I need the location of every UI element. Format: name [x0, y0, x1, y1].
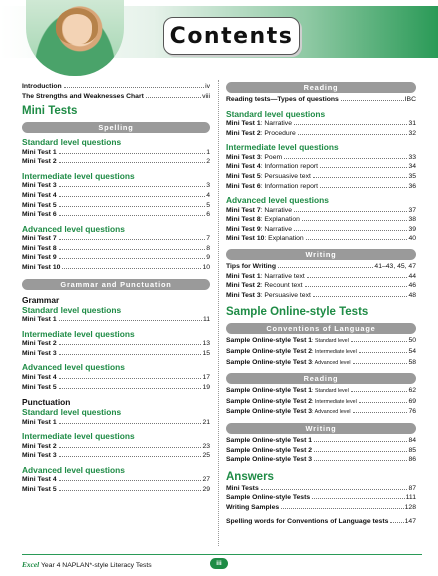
- dot-leader: [59, 206, 206, 207]
- conventions-bar: Conventions of Language: [226, 323, 416, 334]
- entry-label: Mini Test 10: Explanation: [226, 235, 304, 243]
- entry-label: Mini Test 10: [22, 264, 61, 272]
- toc-entry[interactable]: [226, 272, 416, 282]
- toc-entry[interactable]: [226, 336, 416, 347]
- entry-page: 11: [202, 316, 210, 324]
- entry-page: 31: [408, 120, 416, 128]
- spelling-bar: Spelling: [22, 122, 210, 133]
- entry-page: 19: [202, 383, 210, 391]
- entry-page: 69: [408, 397, 416, 405]
- sample-reading-bar: Reading: [226, 373, 416, 384]
- entry-subtitle: : Narrative: [260, 206, 292, 214]
- entry-page: 6: [206, 211, 210, 219]
- dot-leader: [261, 489, 408, 490]
- toc-entry[interactable]: [226, 262, 416, 272]
- entry-label: Mini Test 2: [22, 158, 57, 166]
- entry-label: Mini Test 4: [22, 373, 57, 381]
- toc-entry[interactable]: [226, 397, 416, 408]
- level-heading: Intermediate level questions: [22, 431, 135, 442]
- dot-leader: [306, 239, 408, 240]
- dot-leader: [59, 153, 206, 154]
- dot-leader: [353, 412, 408, 413]
- column-divider: [218, 80, 219, 546]
- entry-page: 7: [206, 235, 210, 243]
- entry-page: IBC: [404, 96, 416, 103]
- punctuation-heading: Punctuation: [22, 397, 71, 408]
- entry-label: Sample Online-style Test 1: Standard level: [226, 387, 349, 395]
- toc-entry[interactable]: [22, 383, 210, 393]
- entry-label: Mini Tests: [226, 484, 259, 492]
- dot-leader: [59, 344, 202, 345]
- entry-page: 10: [202, 264, 210, 272]
- dot-leader: [294, 124, 407, 125]
- entry-label: Mini Test 1: [22, 148, 57, 156]
- entry-label: Writing Samples: [226, 503, 280, 511]
- entry-label: Mini Test 5: Persuasive text: [226, 172, 311, 180]
- footer-text: [22, 560, 152, 569]
- entry-level: : Standard level: [312, 338, 349, 345]
- entry-page: 3: [206, 182, 210, 190]
- entry-label: Mini Test 3: [22, 349, 57, 357]
- entry-subtitle: : Information report: [260, 182, 319, 190]
- entry-page: 87: [408, 484, 416, 492]
- level-heading: Standard level questions: [226, 108, 326, 119]
- entry-page: 41–43, 45, 47: [374, 263, 416, 271]
- entry-page: viii: [202, 92, 210, 100]
- entry-label: Mini Test 1: Narrative text: [226, 272, 305, 280]
- entry-label: Mini Test 4: [22, 191, 57, 199]
- page-title: Contents: [169, 23, 294, 49]
- dot-leader: [281, 508, 404, 509]
- entry-subtitle: : Procedure: [260, 129, 296, 137]
- footer-title: Year 4 NAPLAN*-style Literacy Tests: [41, 562, 152, 569]
- entry-page: 5: [206, 201, 210, 209]
- entry-label: Mini Test 8: [22, 244, 57, 252]
- entry-subtitle: : Narrative: [260, 120, 292, 128]
- writing-list: [226, 262, 416, 300]
- level-heading: Intermediate level questions: [22, 170, 135, 181]
- toc-entry[interactable]: [22, 148, 210, 158]
- toc-entry[interactable]: [22, 442, 210, 452]
- entry-page: 33: [408, 153, 416, 161]
- entry-label: Mini Test 1: [22, 316, 57, 324]
- entry-label: Mini Test 2: [22, 442, 57, 450]
- dot-leader: [313, 296, 408, 297]
- entry-label: Mini Test 6: [22, 211, 57, 219]
- punct-advanced-list: [22, 475, 210, 494]
- toc-entry[interactable]: [226, 407, 416, 418]
- entry-subtitle: : Recount text: [260, 282, 303, 290]
- entry-page: iv: [205, 83, 210, 90]
- toc-entry[interactable]: [22, 451, 210, 461]
- dot-leader: [278, 267, 373, 268]
- dot-leader: [341, 100, 404, 101]
- entry-label: Tips for Writing: [226, 263, 276, 271]
- entry-page: 21: [202, 418, 210, 426]
- grammar-intermediate-list: [22, 339, 210, 358]
- entry-label: Mini Test 8: Explanation: [226, 216, 300, 224]
- dot-leader: [298, 134, 408, 135]
- entry-page: 23: [202, 442, 210, 450]
- entry-label: Sample Online-style Test 1: Standard level: [226, 337, 349, 345]
- dot-leader: [59, 378, 202, 379]
- dot-leader: [320, 167, 407, 168]
- entry-label: Reading tests—Types of questions: [226, 96, 339, 103]
- dot-leader: [64, 87, 204, 88]
- entry-page: 8: [206, 244, 210, 252]
- entry-page: 40: [408, 235, 416, 243]
- toc-entry[interactable]: [22, 263, 210, 273]
- entry-page: 2: [206, 158, 210, 166]
- toc-entry[interactable]: [226, 215, 416, 225]
- entry-page: 50: [408, 337, 416, 345]
- dot-leader: [390, 522, 403, 523]
- writing-bar: Writing: [226, 249, 416, 260]
- grammar-advanced-list: [22, 373, 210, 392]
- toc-entry[interactable]: [22, 475, 210, 485]
- entry-label: Mini Test 4: [22, 476, 57, 484]
- answers-list: [226, 484, 416, 513]
- entry-level: : Advanced level: [312, 409, 351, 416]
- toc-entry[interactable]: [22, 92, 210, 102]
- entry-subtitle: : Explanation: [260, 216, 300, 224]
- toc-entry[interactable]: [226, 129, 416, 139]
- spelling-intermediate-list: [22, 181, 210, 219]
- spelling-advanced-list: [22, 234, 210, 272]
- reading-advanced-list: [226, 206, 416, 244]
- dot-leader: [294, 211, 407, 212]
- entry-label: Mini Test 4: Information report: [226, 163, 319, 171]
- header: [0, 0, 438, 72]
- dot-leader: [307, 277, 408, 278]
- toc-entry[interactable]: [226, 503, 416, 513]
- toc-entry[interactable]: [22, 181, 210, 191]
- entry-page: 38: [408, 216, 416, 224]
- entry-subtitle: : Information report: [260, 163, 319, 171]
- dot-leader: [312, 498, 405, 499]
- entry-label: Mini Test 3: Persuasive text: [226, 291, 311, 299]
- toc-entry[interactable]: [22, 82, 210, 92]
- entry-label: Mini Test 5: [22, 485, 57, 493]
- entry-page: 86: [408, 456, 416, 464]
- intro-list: [22, 82, 210, 101]
- dot-leader: [59, 249, 206, 250]
- level-heading: Intermediate level questions: [226, 142, 339, 153]
- dot-leader: [314, 460, 407, 461]
- toc-entry[interactable]: [226, 162, 416, 172]
- dot-leader: [284, 158, 407, 159]
- toc-entry[interactable]: [22, 349, 210, 359]
- entry-label: Mini Test 9: Narrative: [226, 225, 292, 233]
- entry-page: 39: [408, 225, 416, 233]
- dot-leader: [59, 388, 202, 389]
- entry-label: Mini Test 3: [22, 452, 57, 460]
- entry-label: Mini Test 7: [22, 235, 57, 243]
- toc-entry[interactable]: [22, 191, 210, 201]
- entry-label: Sample Online-style Test 2: [226, 446, 312, 454]
- dot-leader: [59, 186, 206, 187]
- writing-tests-list: [226, 436, 416, 465]
- dot-leader: [59, 215, 206, 216]
- dot-leader: [59, 239, 206, 240]
- entry-label: Spelling words for Conventions of Language tests: [226, 517, 389, 525]
- dot-leader: [59, 480, 202, 481]
- level-heading: Advanced level questions: [22, 464, 125, 475]
- toc-entry[interactable]: [226, 386, 416, 397]
- dot-leader: [359, 352, 408, 353]
- dot-leader: [59, 456, 202, 457]
- toc-entry[interactable]: [226, 484, 416, 494]
- toc-entry[interactable]: [226, 225, 416, 235]
- toc-entry[interactable]: [22, 157, 210, 167]
- entry-page: 44: [408, 272, 416, 280]
- entry-page: 36: [408, 182, 416, 190]
- level-heading: Standard level questions: [22, 304, 122, 315]
- toc-entry[interactable]: [22, 201, 210, 211]
- toc-entry[interactable]: [226, 281, 416, 291]
- toc-entry[interactable]: [226, 291, 416, 301]
- entry-page: 128: [404, 503, 416, 511]
- entry-page: 58: [408, 358, 416, 366]
- toc-entry[interactable]: [22, 418, 210, 428]
- level-heading: Advanced level questions: [22, 223, 125, 234]
- punct-intermediate-list: [22, 442, 210, 461]
- entry-subtitle: : Narrative: [260, 225, 292, 233]
- entry-page: 1: [206, 148, 210, 156]
- spelling-standard-list: [22, 148, 210, 167]
- entry-label: Mini Test 1: [22, 418, 57, 426]
- entry-label: The Strengths and Weaknesses Chart: [22, 92, 144, 100]
- entry-level: : Advanced level: [312, 359, 351, 366]
- reading-bar: Reading: [226, 82, 416, 93]
- spelling-words-list: [226, 517, 416, 527]
- entry-label: Sample Online-style Tests: [226, 494, 311, 502]
- toc-entry[interactable]: [226, 172, 416, 182]
- entry-label: Sample Online-style Test 2: Intermediate level: [226, 348, 357, 355]
- entry-page: 9: [206, 254, 210, 262]
- entry-page: 29: [202, 485, 210, 493]
- level-heading: Standard level questions: [22, 137, 122, 148]
- grammar-heading: Grammar: [22, 294, 60, 305]
- entry-page: 76: [408, 408, 416, 416]
- dot-leader: [353, 363, 408, 364]
- reading-intermediate-list: [226, 153, 416, 191]
- grammar-punctuation-bar: Grammar and Punctuation: [22, 279, 210, 290]
- dot-leader: [313, 177, 408, 178]
- answers-heading: Answers: [226, 470, 274, 483]
- toc-entry[interactable]: [226, 119, 416, 129]
- dot-leader: [351, 391, 408, 392]
- entry-label: Sample Online-style Test 1: [226, 436, 312, 444]
- dot-leader: [146, 97, 201, 98]
- entry-label: Mini Test 5: [22, 201, 57, 209]
- dot-leader: [59, 354, 202, 355]
- dot-leader: [59, 162, 206, 163]
- level-heading: Intermediate level questions: [22, 328, 135, 339]
- entry-level: : Intermediate level: [312, 349, 357, 355]
- dot-leader: [294, 230, 407, 231]
- entry-label: Sample Online-style Test 2: Intermediate level: [226, 397, 357, 405]
- toc-entry[interactable]: [226, 446, 416, 456]
- footer-brand: Excel: [22, 560, 40, 569]
- entry-page: 13: [202, 340, 210, 348]
- entry-subtitle: : Narrative text: [260, 272, 305, 280]
- toc-entry[interactable]: [226, 358, 416, 369]
- toc-entry[interactable]: [226, 517, 416, 527]
- dot-leader: [59, 447, 202, 448]
- page-number: iii: [210, 558, 228, 569]
- dot-leader: [314, 441, 407, 442]
- entry-subtitle: : Persuasive text: [260, 172, 311, 180]
- entry-page: 147: [404, 517, 416, 525]
- entry-subtitle: : Explanation: [264, 235, 304, 243]
- punct-standard-list: [22, 418, 210, 428]
- dot-leader: [62, 268, 201, 269]
- entry-page: 54: [408, 348, 416, 355]
- dot-leader: [59, 320, 202, 321]
- toc-entry[interactable]: [22, 315, 210, 325]
- reading-standard-list: [226, 119, 416, 138]
- entry-page: 35: [408, 172, 416, 180]
- entry-level: : Standard level: [312, 388, 349, 395]
- entry-label: Mini Test 3: Poem: [226, 153, 283, 161]
- dot-leader: [59, 490, 202, 491]
- entry-page: 15: [202, 349, 210, 357]
- toc-entry[interactable]: [22, 234, 210, 244]
- dot-leader: [59, 258, 206, 259]
- entry-page: 27: [202, 476, 210, 484]
- entry-label: Mini Test 2: [22, 340, 57, 348]
- left-column: [22, 82, 210, 495]
- toc-entry[interactable]: [22, 210, 210, 220]
- entry-page: 37: [408, 206, 416, 214]
- toc-entry[interactable]: [226, 347, 416, 358]
- reading-tests-list: [226, 386, 416, 418]
- title-box: [163, 17, 300, 55]
- toc-entry[interactable]: [226, 493, 416, 503]
- toc-entry[interactable]: [226, 436, 416, 446]
- toc-entry[interactable]: [226, 182, 416, 192]
- reading-types-list: [226, 95, 416, 105]
- toc-entry[interactable]: [22, 253, 210, 263]
- entry-page: 62: [408, 387, 416, 395]
- entry-page: 34: [408, 163, 416, 171]
- dot-leader: [359, 402, 408, 403]
- toc-entry[interactable]: [226, 153, 416, 163]
- entry-level: : Intermediate level: [312, 398, 357, 405]
- footer: [22, 554, 422, 570]
- level-heading: Standard level questions: [22, 407, 122, 418]
- entry-label: Sample Online-style Test 3: Advanced level: [226, 358, 351, 366]
- entry-page: 84: [408, 436, 416, 444]
- grammar-standard-list: [22, 315, 210, 325]
- entry-label: Mini Test 2: Recount text: [226, 282, 303, 290]
- entry-label: Sample Online-style Test 3: Advanced level: [226, 408, 351, 416]
- entry-page: 32: [408, 129, 416, 137]
- toc-entry[interactable]: [226, 455, 416, 465]
- toc-entry[interactable]: [22, 339, 210, 349]
- toc-entry[interactable]: [226, 234, 416, 244]
- girl-photo: [26, 0, 124, 76]
- right-column: [226, 82, 416, 526]
- entry-label: Mini Test 6: Information report: [226, 182, 319, 190]
- level-heading: Advanced level questions: [226, 195, 329, 206]
- toc-entry[interactable]: [22, 485, 210, 495]
- dot-leader: [305, 286, 408, 287]
- entry-subtitle: : Persuasive text: [260, 291, 311, 299]
- entry-label: Mini Test 9: [22, 254, 57, 262]
- entry-label: Mini Test 1: Narrative: [226, 120, 292, 128]
- toc-entry[interactable]: [22, 373, 210, 383]
- conventions-tests-list: [226, 336, 416, 368]
- entry-page: 4: [206, 191, 210, 199]
- entry-label: Sample Online-style Test 3: [226, 456, 312, 464]
- toc-entry[interactable]: [226, 95, 416, 105]
- sample-writing-bar: Writing: [226, 423, 416, 434]
- entry-label: Introduction: [22, 83, 62, 90]
- entry-page: 25: [202, 452, 210, 460]
- level-heading: Advanced level questions: [22, 362, 125, 373]
- dot-leader: [302, 220, 408, 221]
- toc-entry[interactable]: [226, 206, 416, 216]
- entry-page: 111: [405, 494, 416, 502]
- dot-leader: [320, 187, 407, 188]
- entry-label: Mini Test 3: [22, 182, 57, 190]
- entry-subtitle: : Poem: [260, 153, 283, 161]
- entry-label: Mini Test 2: Procedure: [226, 129, 296, 137]
- dot-leader: [314, 451, 407, 452]
- sample-tests-heading: Sample Online-style Tests: [226, 306, 369, 319]
- toc-entry[interactable]: [22, 244, 210, 254]
- dot-leader: [59, 196, 206, 197]
- dot-leader: [59, 423, 202, 424]
- entry-label: Mini Test 7: Narrative: [226, 206, 292, 214]
- entry-page: 46: [408, 282, 416, 290]
- dot-leader: [351, 341, 408, 342]
- entry-page: 17: [202, 373, 210, 381]
- entry-page: 48: [408, 291, 416, 299]
- entry-label: Mini Test 5: [22, 383, 57, 391]
- mini-tests-heading: Mini Tests: [22, 105, 78, 118]
- entry-page: 85: [408, 446, 416, 454]
